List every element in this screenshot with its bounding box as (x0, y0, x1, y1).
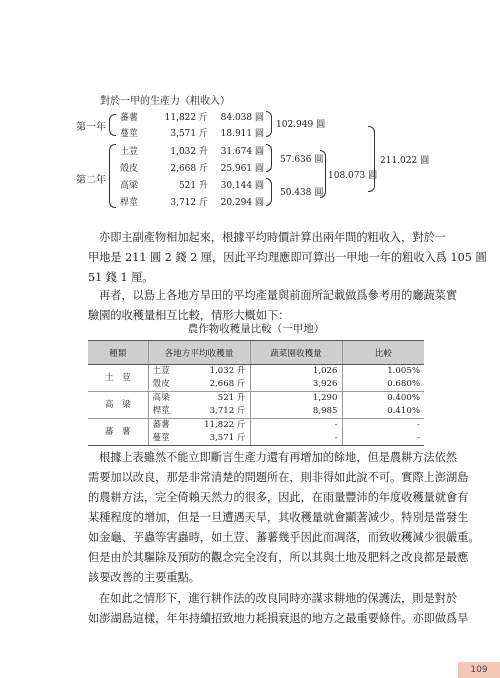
header-avg: 各地方平均收穫量 (148, 341, 250, 365)
crop-name-cell: 蕃薯 (148, 419, 194, 433)
year2-subtotal-b: 50.438 圓 (280, 188, 324, 198)
paragraph-4 (88, 589, 469, 629)
avg-cell: 3,571 斤 (194, 432, 250, 446)
ratio-cell: 1.005% (342, 365, 424, 379)
avg-cell: 1,032 升 (194, 365, 250, 379)
garden-cell: - (250, 432, 342, 446)
table-row (88, 365, 424, 379)
y2-val-1: 31.674 圓 (220, 147, 264, 157)
kind-cell: 土 荳 (88, 365, 148, 392)
grand-total: 211.022 圓 (380, 156, 430, 166)
y1-crop-1: 蕃薯 (120, 113, 139, 123)
para1-line-3: 51 錢 1 厘。 (88, 271, 154, 284)
paragraph-2 (88, 286, 458, 326)
garden-cell: 1,026 (250, 365, 342, 379)
avg-cell: 521 升 (194, 392, 250, 406)
year2-sub-brace-a (266, 144, 272, 172)
para2-line-2: 驗園的收穫量相互比較，情形大概如下： (88, 309, 290, 322)
garden-cell: 3,926 (250, 378, 342, 392)
para3-line-5: 如金龜、芋蟲等害蟲時，如土荳、蕃薯幾乎因此而凋落，而致收穫減少很嚴重。 (88, 531, 480, 544)
garden-cell: 8,985 (250, 405, 342, 419)
para3-line-6: 但是由於其驅除及預防的觀念完全沒有，所以其與土地及肥料之改良都是最應 (88, 551, 469, 564)
year2-sub-brace-b (266, 178, 272, 206)
para1-line-2: 甲地是 211 圓 2 錢 2 厘，因此平均理應即可算出一甲地一年的粗收入爲 105 圓 (88, 251, 487, 264)
page-number: 109 (458, 662, 500, 678)
y2-crop-1: 土荳 (120, 147, 139, 157)
header-garden: 蔬菜園收穫量 (250, 341, 342, 365)
para3-line-3: 的農耕方法，完全倚賴天然力的很多，因此，在雨量豐沛的年度收穫量就會有 (88, 491, 469, 504)
crop-name-cell: 殼皮 (148, 378, 194, 392)
year1-brace (109, 114, 116, 136)
year2-brace (109, 144, 116, 208)
garden-cell: 1,290 (250, 392, 342, 406)
year2-subtotal-a: 57.636 圓 (280, 155, 324, 165)
year2-total-brace (320, 150, 326, 198)
year1-label: 第一年 (76, 122, 106, 133)
y2-crop-2: 殼皮 (120, 164, 139, 174)
crop-yield-table (88, 340, 424, 446)
header-kind: 種類 (88, 341, 148, 365)
y2-crop-3: 高梁 (120, 181, 139, 191)
production-heading: 對於一甲的生產力（粗收入） (100, 96, 230, 107)
y2-crop-4: 桿莖 (120, 198, 139, 208)
y2-qty-2: 2,668 斤 (170, 164, 208, 174)
paragraph-3 (88, 448, 480, 588)
avg-cell: 2,668 斤 (209, 379, 246, 389)
y1-qty-1: 11,822 斤 (164, 113, 208, 123)
paragraph-1 (88, 228, 487, 288)
para4-line-1: 在如此之情形下，進行耕作法的改良同時亦謀求耕地的保護法，則是對於 (99, 592, 458, 605)
y2-val-3: 30.144 圓 (220, 181, 264, 191)
crop-name-cell: 蔓莖 (148, 432, 194, 446)
year2-label: 第二年 (76, 175, 106, 186)
para3-line-7: 該要改善的主要重點。 (88, 571, 200, 584)
garden-cell: - (250, 419, 342, 433)
header-ratio: 比較 (342, 341, 424, 365)
kind-cell: 高 梁 (88, 392, 148, 419)
y2-qty-3: 521 升 (178, 181, 208, 191)
table-row (88, 419, 424, 433)
year1-sum-brace (266, 111, 272, 137)
y1-val-1: 84.038 圓 (220, 113, 264, 123)
ratio-cell: - (342, 432, 424, 446)
ratio-cell: 0.400% (342, 392, 424, 406)
kind-cell: 蕃 薯 (88, 419, 148, 446)
para1-line-1: 亦即主副產物相加起來，根據平均時價計算出兩年間的粗收入，對於一 (99, 231, 446, 244)
grand-total-brace (368, 126, 375, 192)
year1-subtotal: 102.949 圓 (276, 120, 326, 130)
avg-cell: 11,822 斤 (194, 419, 250, 433)
y1-val-2: 18.911 圓 (220, 129, 264, 139)
para4-line-2: 如澎湖島這樣，年年持續招致地力耗損衰退的地方之最重要條件。亦即做爲旱 (88, 612, 469, 625)
ratio-cell: 0.410% (342, 405, 424, 419)
y2-val-2: 25.961 圓 (220, 164, 264, 174)
table-title: 農作物收穫量比較（一甲地） (187, 323, 325, 335)
crop-name-cell: 土荳 (148, 365, 194, 379)
para3-line-1: 根據上表雖然不能立即斷言生產力還有再增加的餘地，但是農耕方法依然 (99, 451, 458, 464)
para3-line-4: 某種程度的增加，但是一旦遭遇天旱，其收穫量就會顯著減少。特別是當發生 (88, 511, 469, 524)
y2-val-4: 20.294 圓 (220, 198, 264, 208)
y2-qty-4: 3,712 斤 (170, 198, 208, 208)
para2-line-1: 再者，以島上各地方旱田的平均產量與前面所記載做爲參考用的廳蔬菜實 (99, 289, 458, 302)
para3-line-2: 需要加以改良，那是非常清楚的問題所在，則非得如此說不可。實際上澎湖島 (88, 471, 469, 484)
ratio-cell: - (342, 419, 424, 433)
crop-name-cell: 高梁 (148, 392, 194, 406)
y2-qty-1: 1,032 升 (170, 147, 208, 157)
avg-cell: 3,712 斤 (209, 406, 246, 416)
y1-qty-2: 3,571 斤 (170, 129, 208, 139)
y1-crop-2: 蔓莖 (120, 129, 139, 139)
year2-total: 108.073 圓 (328, 171, 378, 181)
table-header-row (88, 341, 424, 365)
crop-name-cell: 桿莖 (148, 405, 194, 419)
table-row (88, 392, 424, 406)
ratio-cell: 0.680% (342, 378, 424, 392)
